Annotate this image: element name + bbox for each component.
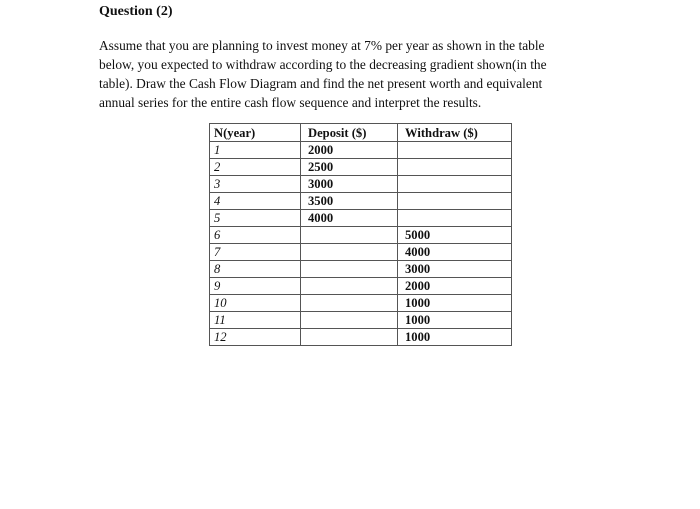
table-row: [210, 312, 512, 329]
table-row: [210, 278, 512, 295]
deposit-cell: [301, 329, 398, 346]
year-cell: 5: [210, 210, 301, 227]
table-header-row: [210, 124, 512, 142]
deposit-cell: 3000: [301, 176, 398, 193]
year-cell: 3: [210, 176, 301, 193]
deposit-cell: 2000: [301, 142, 398, 159]
cash-flow-table: [209, 123, 512, 346]
table-row: [210, 227, 512, 244]
withdraw-cell: 3000: [398, 261, 512, 278]
deposit-cell: 4000: [301, 210, 398, 227]
deposit-cell: [301, 261, 398, 278]
withdraw-cell: 1000: [398, 312, 512, 329]
question-paragraph: [99, 36, 619, 112]
table-row: [210, 142, 512, 159]
table-row: [210, 159, 512, 176]
year-cell: 4: [210, 193, 301, 210]
withdraw-cell: 1000: [398, 329, 512, 346]
deposit-cell: 3500: [301, 193, 398, 210]
paragraph-line: annual series for the entire cash flow sequence and interpret the results.: [99, 95, 482, 110]
table-row: [210, 210, 512, 227]
year-cell: 6: [210, 227, 301, 244]
withdraw-cell: [398, 176, 512, 193]
table-row: [210, 295, 512, 312]
withdraw-cell: 5000: [398, 227, 512, 244]
withdraw-cell: [398, 193, 512, 210]
deposit-cell: [301, 278, 398, 295]
withdraw-cell: 1000: [398, 295, 512, 312]
year-cell: 2: [210, 159, 301, 176]
table-row: [210, 261, 512, 278]
deposit-cell: [301, 312, 398, 329]
table-row: [210, 244, 512, 261]
deposit-cell: [301, 227, 398, 244]
year-cell: 1: [210, 142, 301, 159]
paragraph-line: below, you expected to withdraw according to the decreasing gradient shown(in the: [99, 57, 547, 72]
withdraw-cell: [398, 142, 512, 159]
paragraph-line: Assume that you are planning to invest money at 7% per year as shown in the table: [99, 38, 545, 53]
header-year: N(year): [210, 124, 301, 142]
withdraw-cell: [398, 210, 512, 227]
paragraph-line: table). Draw the Cash Flow Diagram and find the net present worth and equivalent: [99, 76, 543, 91]
header-deposit: Deposit ($): [301, 124, 398, 142]
table-row: [210, 193, 512, 210]
year-cell: 9: [210, 278, 301, 295]
year-cell: 12: [210, 329, 301, 346]
year-cell: 11: [210, 312, 301, 329]
table-row: [210, 176, 512, 193]
table-row: [210, 329, 512, 346]
year-cell: 8: [210, 261, 301, 278]
deposit-cell: [301, 244, 398, 261]
withdraw-cell: 4000: [398, 244, 512, 261]
withdraw-cell: 2000: [398, 278, 512, 295]
question-heading: Question (2): [99, 4, 173, 19]
deposit-cell: [301, 295, 398, 312]
withdraw-cell: [398, 159, 512, 176]
year-cell: 7: [210, 244, 301, 261]
deposit-cell: 2500: [301, 159, 398, 176]
header-withdraw: Withdraw ($): [398, 124, 512, 142]
year-cell: 10: [210, 295, 301, 312]
